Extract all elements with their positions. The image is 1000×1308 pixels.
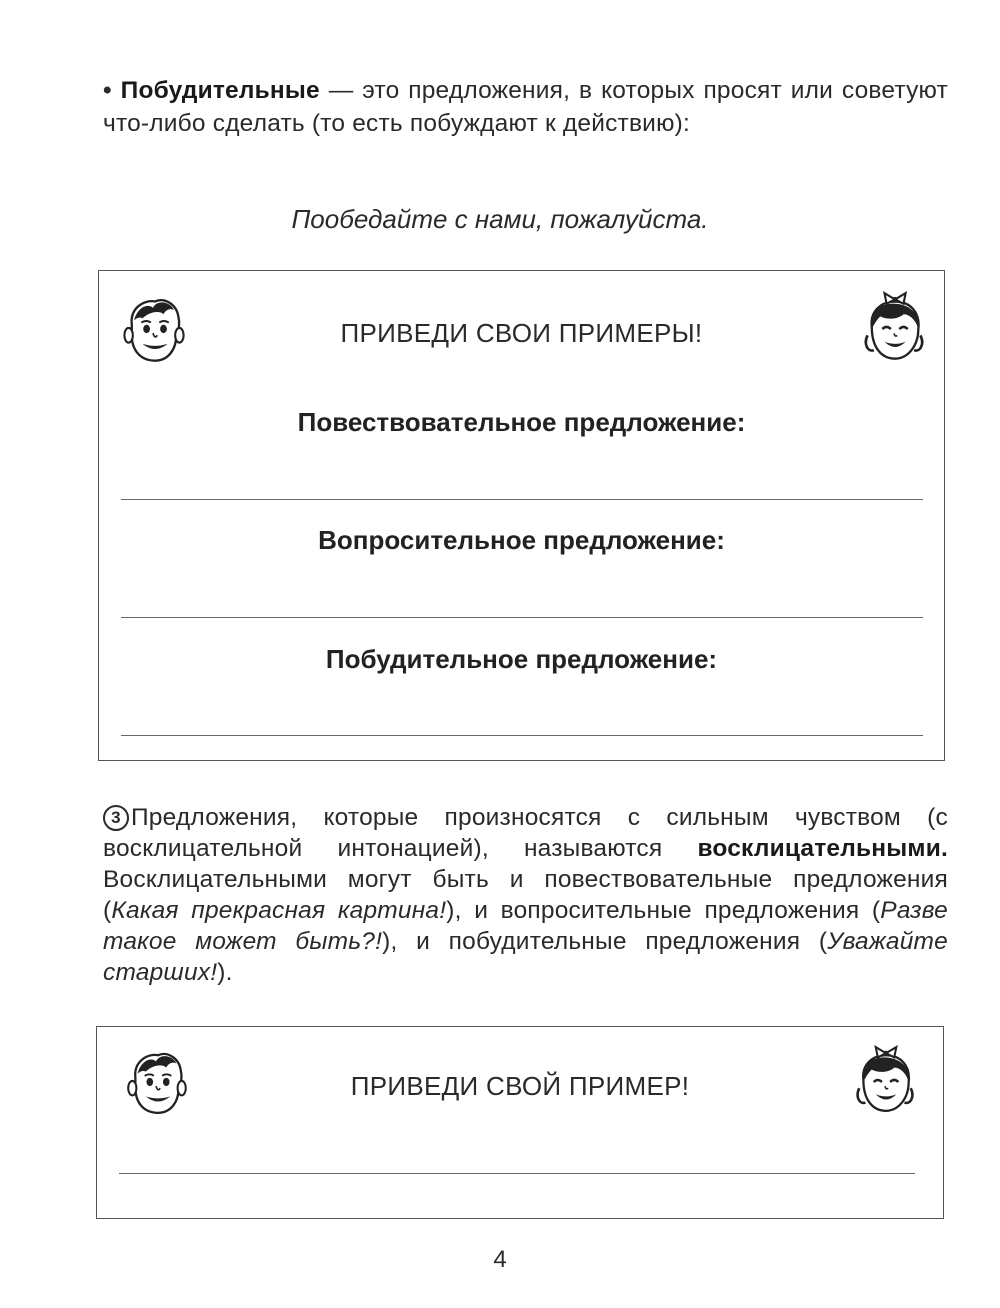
single-example-box xyxy=(96,1026,944,1219)
examples-box-title: ПРИВЕДИ СВОИ ПРИМЕРЫ! xyxy=(340,318,703,348)
example-1: Какая прекрасная картина! xyxy=(111,897,447,924)
section3-text-2: Восклицательными могут быть и повествовательные предложения ( xyxy=(103,866,948,924)
answer-line-narrative[interactable] xyxy=(121,499,923,500)
section3-paragraph xyxy=(103,802,948,988)
page-number: 4 xyxy=(493,1246,507,1273)
label-imperative: Побудительное предложение: xyxy=(325,644,718,674)
label-narrative: Повествовательное предложение: xyxy=(297,407,746,437)
single-example-box-title: ПРИВЕДИ СВОЙ ПРИМЕР! xyxy=(350,1071,690,1101)
section3-term: восклицательными. xyxy=(697,835,948,862)
intro-text: — это предложения, в которых просят или советуют что-либо сделать (то есть побуждают к действию): xyxy=(103,77,948,137)
label-interrogative: Вопросительное предложение: xyxy=(318,525,725,555)
example-2: Разве такое может быть?! xyxy=(103,897,948,955)
section3-text-4: ), и побудительные предложения ( xyxy=(382,928,828,955)
examples-box xyxy=(98,270,945,761)
intro-term: Побудительные xyxy=(120,77,320,104)
answer-line-imperative[interactable] xyxy=(121,735,923,736)
example-3: Уважайте старших! xyxy=(103,928,948,986)
section3-text-3: ), и вопросительные предложения ( xyxy=(446,897,881,924)
bullet: • xyxy=(103,77,112,104)
intro-paragraph xyxy=(103,74,948,140)
section-number: 3 xyxy=(103,805,129,831)
section3-text-1: Предложения, которые произносятся с сильным чувством (с восклицательной интонацией), называются xyxy=(103,804,948,862)
section3-text-5: ). xyxy=(217,959,233,986)
answer-line-interrogative[interactable] xyxy=(121,617,923,618)
answer-line-exclamatory[interactable] xyxy=(119,1173,915,1174)
intro-example: Пообедайте с нами, пожалуйста. xyxy=(291,204,709,234)
